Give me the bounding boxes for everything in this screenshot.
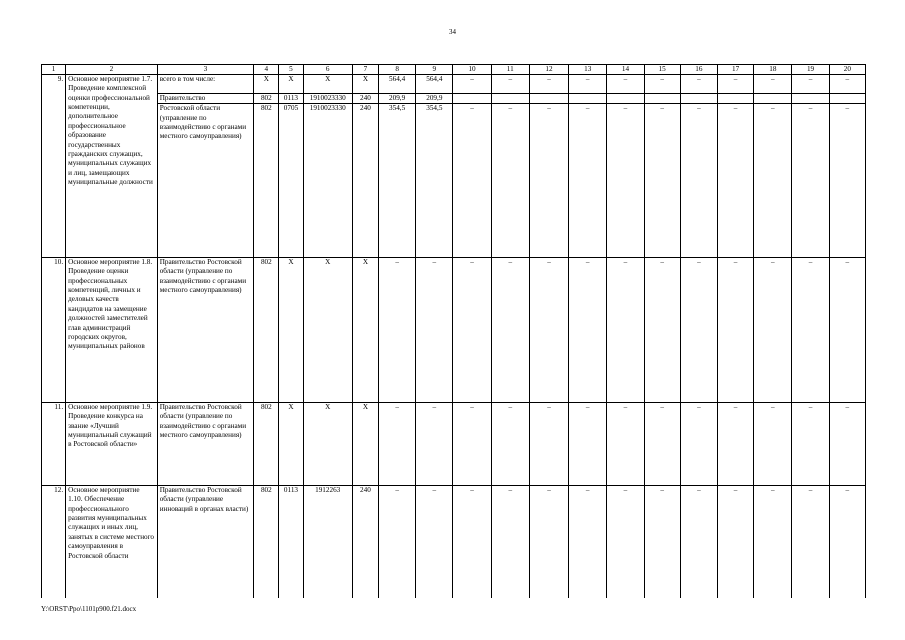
cell-c9: 354,5 — [416, 104, 453, 258]
cell-c6: Х — [303, 403, 352, 486]
cell-c13: – — [569, 75, 607, 94]
column-header: 7 — [352, 65, 378, 75]
cell-c19: – — [792, 403, 829, 486]
cell-c5: 0113 — [279, 94, 303, 104]
cell-c4: Х — [254, 75, 279, 94]
column-header: 19 — [792, 65, 829, 75]
activity-name: Основное мероприятие 1.8. Проведение оценки профессиональных компетенций, личных и деловых качеств кандидатов на замещение должностей заместителей глав администраций городских округов, муниципальных районов — [66, 258, 158, 403]
column-header: 17 — [717, 65, 753, 75]
row-number: 9. — [42, 75, 66, 258]
cell-c8: – — [379, 258, 416, 403]
cell-c11 — [491, 94, 529, 104]
column-header: 1 — [42, 65, 66, 75]
cell-c11: – — [491, 104, 529, 258]
row-number: 11. — [42, 403, 66, 486]
cell-c20: – — [829, 403, 865, 486]
cell-c11: – — [491, 403, 529, 486]
cell-c7: Х — [352, 258, 378, 403]
cell-c5: Х — [279, 75, 303, 94]
cell-c5: Х — [279, 403, 303, 486]
cell-c11: – — [491, 486, 529, 599]
cell-c7: 240 — [352, 104, 378, 258]
executor-cell: Правительство Ростовской области (управление инноваций в органах власти) — [157, 486, 254, 599]
column-header: 16 — [680, 65, 717, 75]
table-subrow — [42, 94, 866, 104]
cell-c13: – — [569, 486, 607, 599]
cell-c18: – — [754, 104, 792, 258]
cell-c9: – — [416, 403, 453, 486]
cell-c18: – — [754, 75, 792, 94]
executor-cell: всего в том числе: — [157, 75, 254, 94]
budget-table — [41, 64, 866, 598]
executor-cell: Правительство Ростовской области (управление по взаимодействию с органами местного самоуправления) — [157, 258, 254, 403]
cell-c12: – — [529, 75, 568, 94]
cell-c10: – — [453, 104, 491, 258]
cell-c6: 1910023330 — [303, 94, 352, 104]
cell-c7: Х — [352, 75, 378, 94]
cell-c5: 0705 — [279, 104, 303, 258]
cell-c9: – — [416, 486, 453, 599]
column-header: 15 — [644, 65, 680, 75]
cell-c19: – — [792, 258, 829, 403]
cell-c18: – — [754, 258, 792, 403]
cell-c8: – — [379, 486, 416, 599]
cell-c10: – — [453, 403, 491, 486]
column-header: 13 — [569, 65, 607, 75]
cell-c20: – — [829, 258, 865, 403]
column-header: 6 — [303, 65, 352, 75]
cell-c14: – — [607, 403, 644, 486]
column-header-row — [42, 65, 866, 75]
cell-c8: 354,5 — [379, 104, 416, 258]
cell-c17: – — [717, 258, 753, 403]
column-header: 10 — [453, 65, 491, 75]
cell-c4: 802 — [254, 94, 279, 104]
column-header: 5 — [279, 65, 303, 75]
cell-c19: – — [792, 104, 829, 258]
cell-c11: – — [491, 75, 529, 94]
cell-c16: – — [680, 403, 717, 486]
cell-c4: 802 — [254, 104, 279, 258]
cell-c6: Х — [303, 75, 352, 94]
cell-c16: – — [680, 258, 717, 403]
cell-c12 — [529, 94, 568, 104]
cell-c19: – — [792, 486, 829, 599]
cell-c9: 564,4 — [416, 75, 453, 94]
executor-cell: Ростовской области (управление по взаимодействию с органами местного самоуправления) — [157, 104, 254, 258]
cell-c5: Х — [279, 258, 303, 403]
page-number: 34 — [449, 28, 456, 36]
column-header: 2 — [66, 65, 158, 75]
table-row-12 — [42, 486, 866, 599]
column-header: 20 — [829, 65, 865, 75]
footer-file-path: Y:\ORST\Ppo\1101p900.f21.docx — [41, 605, 137, 613]
cell-c15: – — [644, 75, 680, 94]
cell-c16: – — [680, 104, 717, 258]
cell-c9: 209,9 — [416, 94, 453, 104]
cell-c7: Х — [352, 403, 378, 486]
cell-c18: – — [754, 486, 792, 599]
cell-c6: Х — [303, 258, 352, 403]
cell-c13: – — [569, 258, 607, 403]
cell-c19 — [792, 94, 829, 104]
column-header: 11 — [491, 65, 529, 75]
cell-c5: 0113 — [279, 486, 303, 599]
cell-c9: – — [416, 258, 453, 403]
cell-c14: – — [607, 486, 644, 599]
cell-c15: – — [644, 258, 680, 403]
cell-c13: – — [569, 104, 607, 258]
cell-c15: – — [644, 104, 680, 258]
table-row-9 — [42, 75, 866, 94]
activity-name: Основное мероприятие 1.9. Проведение конкурса на звание «Лучший муниципальный служащий в Ростовской области» — [66, 403, 158, 486]
cell-c17 — [717, 94, 753, 104]
cell-c18: – — [754, 403, 792, 486]
cell-c8: 209,9 — [379, 94, 416, 104]
cell-c16 — [680, 94, 717, 104]
cell-c12: – — [529, 104, 568, 258]
cell-c15 — [644, 94, 680, 104]
column-header: 12 — [529, 65, 568, 75]
column-header: 9 — [416, 65, 453, 75]
cell-c18 — [754, 94, 792, 104]
cell-c12: – — [529, 486, 568, 599]
cell-c12: – — [529, 403, 568, 486]
cell-c6: 1912263 — [303, 486, 352, 599]
cell-c4: 802 — [254, 486, 279, 599]
table-row-10 — [42, 258, 866, 403]
cell-c6: 1910023330 — [303, 104, 352, 258]
cell-c20: – — [829, 75, 865, 94]
column-header: 3 — [157, 65, 254, 75]
row-number: 12. — [42, 486, 66, 599]
activity-name: Основное мероприятие 1.10. Обеспечение профессионального развития муниципальных служащих и иных лиц, занятых в системе местного самоуправления в Ростовской области — [66, 486, 158, 599]
cell-c10: – — [453, 258, 491, 403]
cell-c17: – — [717, 75, 753, 94]
cell-c8: 564,4 — [379, 75, 416, 94]
cell-c11: – — [491, 258, 529, 403]
cell-c20: – — [829, 104, 865, 258]
cell-c14: – — [607, 75, 644, 94]
executor-cell: Правительство Ростовской области (управление по взаимодействию с органами местного самоуправления) — [157, 403, 254, 486]
cell-c16: – — [680, 75, 717, 94]
cell-c15: – — [644, 403, 680, 486]
cell-c17: – — [717, 104, 753, 258]
cell-c17: – — [717, 486, 753, 599]
table-subrow — [42, 104, 866, 258]
cell-c19: – — [792, 75, 829, 94]
cell-c10 — [453, 94, 491, 104]
cell-c15: – — [644, 486, 680, 599]
cell-c4: 802 — [254, 403, 279, 486]
cell-c10: – — [453, 75, 491, 94]
column-header: 14 — [607, 65, 644, 75]
activity-name: Основное мероприятие 1.7. Проведение комплексной оценки профессиональной компетенции, дополнительное профессиональное образование государственных гражданских служащих, муниципальных служащих и лиц, замещающих муниципальные должности — [66, 75, 158, 258]
cell-c14: – — [607, 258, 644, 403]
cell-c14: – — [607, 104, 644, 258]
row-number: 10. — [42, 258, 66, 403]
cell-c20: – — [829, 486, 865, 599]
column-header: 4 — [254, 65, 279, 75]
cell-c10: – — [453, 486, 491, 599]
cell-c8: – — [379, 403, 416, 486]
cell-c7: 240 — [352, 94, 378, 104]
cell-c16: – — [680, 486, 717, 599]
cell-c4: 802 — [254, 258, 279, 403]
column-header: 18 — [754, 65, 792, 75]
cell-c14 — [607, 94, 644, 104]
column-header: 8 — [379, 65, 416, 75]
cell-c7: 240 — [352, 486, 378, 599]
cell-c13 — [569, 94, 607, 104]
executor-cell: Правительство — [157, 94, 254, 104]
cell-c12: – — [529, 258, 568, 403]
cell-c17: – — [717, 403, 753, 486]
cell-c13: – — [569, 403, 607, 486]
cell-c20 — [829, 94, 865, 104]
table-row-11 — [42, 403, 866, 486]
